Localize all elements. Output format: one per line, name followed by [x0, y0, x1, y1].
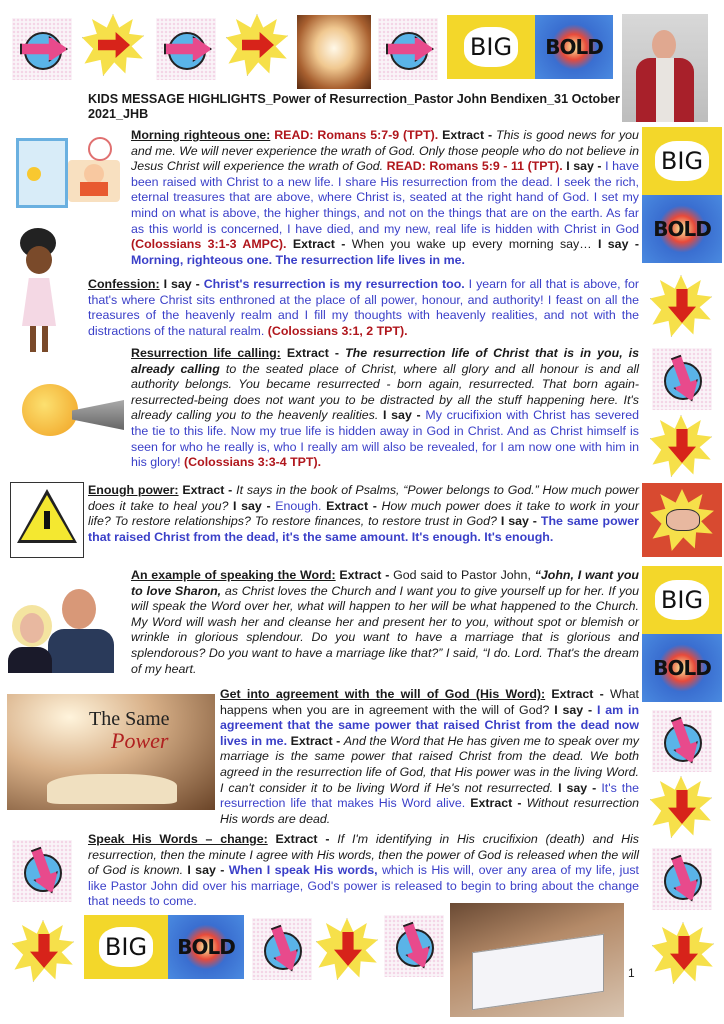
text-run: My crucifixion with Christ has severed the tie to this life. Now my true life is hidden away in God in Christ. And as Christ himself is seen for who he really is, who I really am will also be revealed, for I am now one with him in his glory! — [131, 408, 639, 470]
burst-arrow-down-icon — [652, 922, 714, 984]
text-run: Extract - — [182, 483, 233, 497]
text-run: Extract - — [326, 498, 377, 513]
document-title: KIDS MESSAGE HIGHLIGHTS_Power of Resurrection_Pastor John Bendixen_31 October 2021_JHB — [88, 92, 620, 121]
text-run: If I'm identifying in His crucifixion (death) and His resurrection, then the minute I agree with His words, then the power of God is released when the will of God is known. — [88, 832, 639, 878]
megaphone-icon — [72, 400, 124, 430]
big-icon: BIG — [642, 566, 722, 634]
swoosh-arrow-icon — [12, 18, 72, 80]
text-run: I say - — [558, 780, 597, 795]
section-heading: Get into agreement with the will of God (His Word): — [220, 687, 546, 701]
burst-arrow-icon — [226, 14, 288, 76]
text-run: I yearn for all that is above, for that's where Christ sits enthroned at the place of all power, honour, and authority! I feast on all the treasures of the heavenly realm and I fill my thoughts with heavenly realities, and not with the distractions of the natural realm. — [88, 277, 639, 338]
text-run: which is His will, over any area of my life, just like Pastor John did over his marriage, God's power is released to begin to bring about the change that needs to come. — [88, 863, 639, 909]
text-run: Christ's resurrection is my resurrection too. — [203, 277, 465, 291]
section-heading: Speak His Words – change: — [88, 832, 268, 846]
pastor-couple-photo — [8, 583, 126, 673]
text-run: “John, I want you to love Sharon, — [131, 568, 639, 598]
clock-icon — [88, 137, 112, 161]
pastor-photo — [622, 14, 708, 122]
swoosh-arrow-icon — [378, 18, 438, 80]
text-run: I say - — [233, 498, 271, 513]
text-run: Without resurrection His words are dead. — [220, 796, 639, 826]
burst-arrow-down-icon — [650, 415, 712, 477]
bold-icon: BOLD — [642, 195, 722, 263]
text-run: as Christ loves the Church and I want you to give yourself up for her. If you will speak the Word over her, what will happen to her will be what happened to the Church. My Word will wash her and cleanse her and present her to you, without spot or blemish or wrinkle in glorious splendour. Do you want to have a marriage that is glorious and splendorous? Do you want to have a marriage like that?” I said, “I do. Lord. That's the dream of my heart. — [131, 583, 640, 676]
text-run: Extract - — [339, 568, 390, 582]
text-run: This is good news for you and me. We will never experience the wrath of God. Only those people who do not believe in Jesus Christ will experience the wrath of God. — [131, 128, 639, 174]
text-run: What happens when you are in agreement with the will of God? — [220, 687, 639, 717]
text-run: (Colossians 3:3-4 TPT). — [184, 455, 322, 470]
text-run: Extract - — [442, 128, 493, 142]
swoosh-arrow-down-icon — [252, 918, 312, 980]
section-example-speaking-word — [131, 568, 639, 677]
section-heading: An example of speaking the Word: — [131, 568, 336, 582]
bold-icon: BOLD — [642, 634, 722, 702]
the-same-power-image: The Same Power — [7, 694, 215, 810]
text-run: Extract - — [290, 733, 341, 748]
section-heading: Confession: — [88, 277, 160, 291]
text-run: When I speak His words, — [228, 863, 378, 878]
text-run: Enough. — [275, 498, 322, 513]
text-run: Extract - — [286, 346, 340, 360]
text-run: And the Word that He has given me to speak over my marriage is the same power that raised Christ from the dead. We both agreed in the resurrection life of God, that His power was in the living Word. I can't consider it to be living Word if He's not resurrected. — [220, 733, 639, 795]
text-run: It's the resurrection life that makes His Word alive. — [220, 780, 639, 811]
swoosh-arrow-down-icon — [12, 840, 72, 902]
swoosh-arrow-down-icon — [652, 710, 712, 772]
swoosh-arrow-down-icon — [652, 848, 712, 910]
text-run: The same power that raised Christ from the dead, it's the same amount. It's enough. It's enough. — [88, 514, 639, 544]
text-run: (Colossians 3:1, 2 TPT). — [267, 323, 408, 338]
text-run: I say - — [500, 514, 537, 529]
big-icon: BIG — [447, 15, 535, 79]
section-heading: Resurrection life calling: — [131, 346, 281, 360]
girl-reading-photo — [450, 903, 624, 1017]
big-icon: BIG — [642, 127, 722, 195]
text-run: Extract - — [551, 687, 604, 701]
section-morning-righteous-one — [131, 128, 639, 268]
text-run: Morning, righteous one. The resurrection life lives in me. — [131, 252, 465, 267]
text-run: I say - — [187, 863, 225, 878]
swoosh-arrow-icon — [156, 18, 216, 80]
text-run: Extract - — [470, 796, 522, 811]
waking-child-illustration — [68, 160, 120, 202]
text-run: I say - — [597, 237, 639, 252]
text-run: How much power does it take to work in your life? To restore relationships? To restore finances, to restore trust in God? — [88, 498, 639, 529]
burst-arrow-down-icon — [650, 275, 712, 337]
burst-arrow-icon — [82, 14, 144, 76]
text-run: I say - — [566, 159, 602, 174]
burst-arrow-down-icon — [650, 776, 712, 838]
big-icon: BIG — [84, 915, 168, 979]
text-run: The resurrection life of Christ that is in you, is already calling — [131, 346, 640, 376]
text-run: When you wake up every morning say… — [351, 237, 592, 252]
strong-arm-icon — [642, 483, 722, 557]
bold-icon: BOLD — [535, 15, 613, 79]
girl-illustration — [12, 228, 72, 356]
text-run: Extract - — [275, 832, 330, 846]
section-speak-his-words — [88, 832, 639, 910]
section-agreement-will-of-god — [220, 687, 639, 827]
window-illustration — [16, 138, 68, 208]
text-run: READ: Romans 5:9 - 11 (TPT). — [386, 159, 563, 174]
swoosh-arrow-down-icon — [652, 348, 712, 410]
text-run: It says in the book of Psalms, “Power belongs to God.” How much power does it take to heal you? — [88, 483, 639, 513]
text-run: I have been raised with Christ to a new life. I share His resurrection from the dead. I seek the rich, eternal treasures that are above, where Christ is, seated at the right hand of God. I set my mind on what is above, the higher things, and not on the things that are on the earth. As far as this world is concerned, I have died, and my new, real life is hidden with Christ in God — [131, 159, 639, 236]
burst-arrow-down-icon — [316, 918, 378, 980]
page-number: 1 — [628, 966, 635, 980]
shouting-emoji-icon — [22, 384, 78, 436]
section-enough-power — [88, 483, 639, 545]
swoosh-arrow-down-icon — [384, 915, 444, 977]
text-run: I am in agreement that the same power that raised Christ from the dead now lives in me. — [220, 702, 640, 748]
text-run: to the seated place of Christ, where all glory and all honour is and all authority belongs. You became resurrected - born again, resurrected. That born again-resurrected-being does not want you to be distracted by all the stuff happening here. It's already calling you to the heavenly realities. — [131, 361, 639, 423]
text-run: (Colossians 3:1-3 AMPC). — [131, 237, 287, 252]
text-run: I say - — [554, 702, 593, 717]
section-confession — [88, 277, 639, 339]
text-run: God said to Pastor John, — [393, 568, 531, 582]
text-run: Extract - — [292, 237, 346, 252]
warning-icon — [10, 482, 84, 558]
text-run: I say - — [163, 277, 200, 291]
resurrection-image — [297, 15, 371, 89]
section-heading: Enough power: — [88, 483, 179, 497]
section-heading: Morning righteous one: — [131, 128, 271, 142]
section-resurrection-life-calling — [131, 346, 639, 471]
bold-icon: BOLD — [168, 915, 244, 979]
text-run: I say - — [383, 408, 421, 423]
text-run: READ: Romans 5:7-9 (TPT). — [274, 128, 439, 142]
burst-arrow-down-icon — [12, 920, 74, 982]
